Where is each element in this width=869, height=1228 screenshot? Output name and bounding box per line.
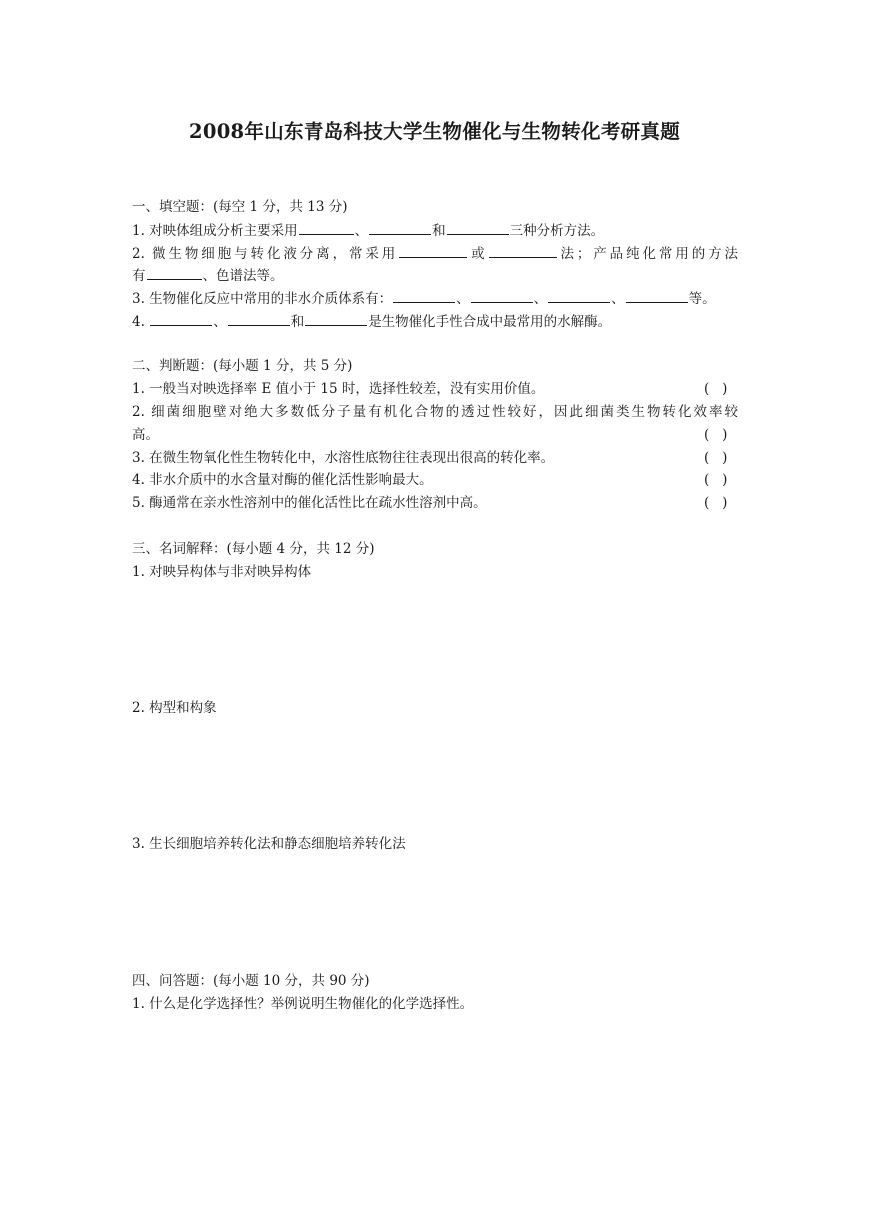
qa-item-1: 1. 什么是化学选择性？举例说明生物催化的化学选择性。 [132, 996, 474, 1012]
answer-blank[interactable] [626, 289, 688, 303]
q2-text-c: 法；产品纯化常用的方法 [557, 246, 739, 262]
q4-text-d: 是生物催化手性合成中最常用的水解酶。 [368, 314, 612, 330]
judge-item-2: 2. 细菌细胞壁对绝大多数低分子量有机化合物的透过性较好，因此细菌类生物转化效率较 [132, 404, 738, 420]
q1-text-d: 三种分析方法。 [509, 223, 605, 239]
q2-text-a: 2. 微生物细胞与转化液分离，常采用 [132, 246, 399, 262]
q3-text-e: 等。 [688, 291, 716, 307]
question-1-3 [132, 289, 716, 308]
term-item-3: 3. 生长细胞培养转化法和静态细胞培养转化法 [132, 836, 406, 852]
q1-text-a: 1. 对映体组成分析主要采用 [132, 223, 298, 239]
answer-paren[interactable]: ( ) [704, 381, 728, 397]
answer-blank[interactable] [399, 244, 467, 258]
judge-item-5: 5. 酶通常在亲水性溶剂中的催化活性比在疏水性溶剂中高。 [132, 495, 487, 511]
q3-text-b: 、 [456, 291, 470, 307]
question-1-1 [132, 221, 604, 240]
answer-blank[interactable] [447, 221, 509, 235]
q3-text-d: 、 [611, 291, 625, 307]
term-item-1: 1. 对映异构体与非对映异构体 [132, 564, 312, 580]
page-title: 2008年山东青岛科技大学生物催化与生物转化考研真题 [188, 120, 681, 143]
judge-item-2-cont: 高。 [132, 427, 159, 443]
q4-text-c: 和 [290, 314, 305, 330]
answer-blank[interactable] [471, 289, 533, 303]
q4-text-a: 4. [132, 314, 145, 330]
answer-blank[interactable] [548, 289, 610, 303]
answer-blank[interactable] [489, 244, 557, 258]
section1-heading: 一、填空题：(每空 1 分，共 13 分) [132, 199, 348, 215]
answer-paren[interactable]: ( ) [704, 495, 728, 511]
section3-heading: 三、名词解释：(每小题 4 分，共 12 分) [132, 541, 375, 557]
question-1-2-cont [132, 266, 284, 285]
q1-text-b: 、 [354, 223, 369, 239]
judge-item-1: 1. 一般当对映选择率 E 值小于 15 时，选择性较差，没有实用价值。 [132, 381, 545, 397]
section4-heading: 四、问答题：(每小题 10 分，共 90 分) [132, 973, 370, 989]
q4-text-b: 、 [213, 314, 227, 330]
answer-blank[interactable] [147, 266, 202, 280]
answer-blank[interactable] [228, 312, 290, 326]
q2-text-d: 有 [132, 268, 146, 284]
answer-paren[interactable]: ( ) [704, 450, 728, 466]
answer-blank[interactable] [305, 312, 367, 326]
question-1-2 [132, 244, 738, 263]
answer-blank[interactable] [393, 289, 455, 303]
question-1-4 [132, 312, 611, 331]
judge-item-3: 3. 在微生物氧化性生物转化中，水溶性底物往往表现出很高的转化率。 [132, 450, 555, 466]
q3-text-c: 、 [533, 291, 548, 307]
answer-paren[interactable]: ( ) [704, 427, 728, 443]
answer-blank[interactable] [150, 312, 212, 326]
answer-blank[interactable] [369, 221, 431, 235]
q2-text-b: 或 [468, 246, 488, 262]
answer-paren[interactable]: ( ) [704, 472, 728, 488]
q3-text-a: 3. 生物催化反应中常用的非水介质体系有： [132, 291, 393, 307]
term-item-2: 2. 构型和构象 [132, 700, 217, 716]
q2-text-e: 、色谱法等。 [202, 268, 284, 284]
answer-blank[interactable] [299, 221, 354, 235]
judge-item-4: 4. 非水介质中的水含量对酶的催化活性影响最大。 [132, 472, 433, 488]
section2-heading: 二、判断题：(每小题 1 分，共 5 分) [132, 358, 353, 374]
q1-text-c: 和 [432, 223, 446, 239]
